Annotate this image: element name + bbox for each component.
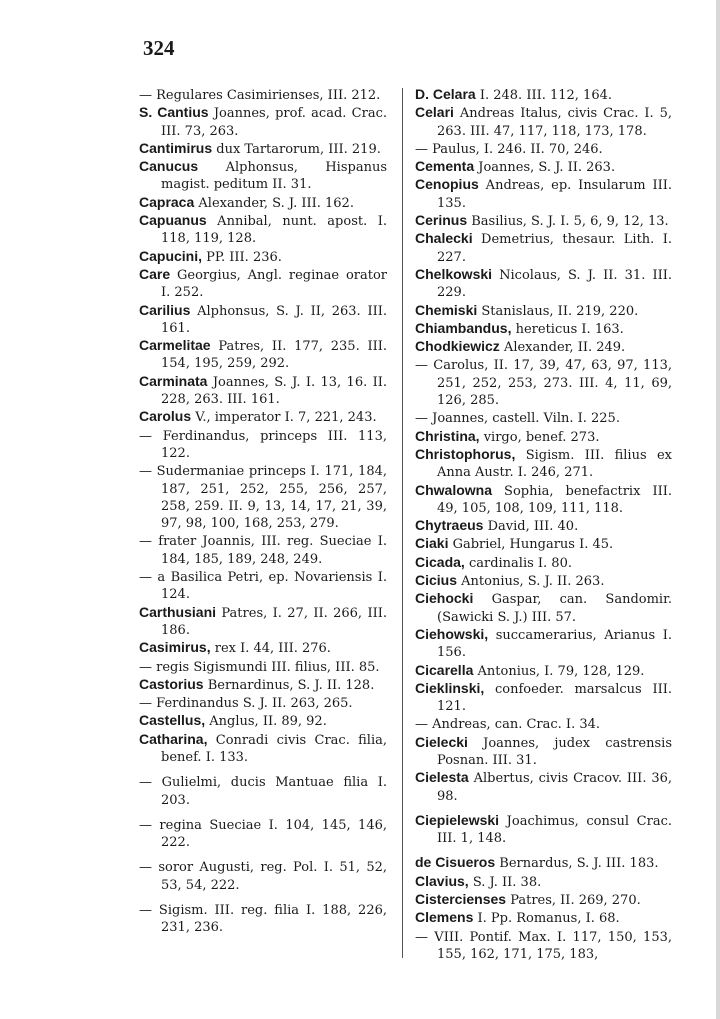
- entry-text: Joannes, S. J. I. 13, 16. II. 228, 263. III. 161.: [161, 374, 387, 408]
- index-entry: [139, 140, 387, 158]
- entry-headword: Chalecki: [415, 230, 473, 247]
- index-entry: [139, 694, 387, 712]
- entry-text: — Sudermaniae princeps I. 171, 184, 187, 251, 252, 255, 256, 257, 258, 259. II. 9, 13, 14, 17, 21, 39, 97, 98, 100, 168, 253, 279.: [139, 464, 387, 532]
- entry-text: Joannes, judex castrensis Posnan. III. 31.: [437, 735, 672, 768]
- index-entry: [415, 86, 672, 104]
- entry-headword: Cementa: [415, 158, 475, 175]
- entry-headword: Clavius,: [415, 872, 469, 889]
- entry-headword: Castorius: [139, 675, 204, 692]
- entry-headword: Chodkiewicz: [415, 338, 500, 355]
- entry-text: — Regulares Casimirienses, III. 212.: [139, 88, 381, 103]
- entry-headword: Cenopius: [415, 176, 479, 193]
- entry-headword: Carthusiani: [139, 603, 217, 620]
- entry-headword: D. Celara: [415, 86, 476, 102]
- index-entry: [415, 715, 672, 733]
- entry-text: Antonius, I. 79, 128, 129.: [473, 663, 645, 679]
- index-entry: [139, 604, 387, 640]
- entry-headword: Cielecki: [415, 733, 468, 750]
- entry-text: cardinalis I. 80.: [464, 555, 572, 571]
- index-entry: [415, 572, 672, 590]
- index-entry: [415, 680, 672, 716]
- entry-headword: Capuanus: [139, 212, 207, 229]
- index-entry: [415, 320, 672, 338]
- entry-headword: Casimirus,: [139, 639, 211, 656]
- index-entry: [139, 568, 387, 604]
- entry-text: Conradi civis Crac. filia, benef. I. 133.: [161, 732, 387, 765]
- entry-text: Sigism. III. filius ex Anna Austr. I. 246, 271.: [437, 447, 672, 481]
- entry-headword: Celari: [415, 104, 454, 121]
- index-entry: [415, 428, 672, 446]
- entry-text: Nicolaus, S. J. II. 31. III. 229.: [437, 267, 672, 301]
- index-entry: [415, 734, 672, 770]
- index-entry: [139, 158, 387, 194]
- index-entry: [139, 773, 387, 809]
- entry-text: Patres, II. 177, 235. III. 154, 195, 259, 292.: [161, 339, 387, 372]
- index-entry: [139, 639, 387, 657]
- index-entry: [415, 446, 672, 482]
- entry-headword: Clemens: [415, 909, 474, 926]
- entry-headword: Ciehowski,: [415, 625, 489, 642]
- entry-text: Patres, II. 269, 270.: [506, 893, 641, 909]
- index-entry: [139, 248, 387, 266]
- entry-text: — Paulus, I. 246. II. 70, 246.: [415, 141, 603, 157]
- entry-headword: Carolus: [139, 408, 192, 425]
- entry-text: hereticus I. 163.: [511, 321, 624, 337]
- entry-text: Gabriel, Hungarus I. 45.: [448, 537, 614, 553]
- index-entry: [139, 816, 387, 852]
- column-divider: [402, 88, 403, 958]
- index-column-left: [139, 86, 387, 937]
- index-entry: [415, 302, 672, 320]
- entry-headword: Chiambandus,: [415, 319, 512, 336]
- entry-text: Alphonsus, S. J. II, 263. III. 161.: [161, 303, 387, 336]
- index-entry: [415, 104, 672, 140]
- index-entry: [415, 769, 672, 805]
- entry-text: Albertus, civis Cracov. III. 36, 98.: [437, 771, 672, 804]
- index-entry: [139, 86, 387, 104]
- index-entry: [139, 427, 387, 463]
- index-entry: [415, 626, 672, 662]
- entry-text: S. J. II. 38.: [468, 874, 542, 890]
- entry-text: — Sigism. III. reg. filia I. 188, 226, 231, 236.: [139, 903, 387, 936]
- entry-text: Basilius, S. J. I. 5, 6, 9, 12, 13.: [467, 214, 669, 230]
- entry-headword: Canucus: [139, 158, 199, 175]
- index-entry: [139, 712, 387, 730]
- entry-text: Antonius, S. J. II. 263.: [457, 574, 605, 590]
- entry-text: Joannes, prof. acad. Crac. III. 73, 263.: [161, 106, 387, 139]
- entry-headword: Catharina,: [139, 730, 208, 747]
- index-entry: [415, 928, 672, 964]
- entry-headword: de Cisueros: [415, 854, 496, 871]
- entry-headword: Ciehocki: [415, 590, 474, 607]
- entry-text: — frater Joannis, III. reg. Sueciae I. 184, 185, 189, 248, 249.: [139, 534, 387, 567]
- entry-text: — Carolus, II. 17, 39, 47, 63, 97, 113, 251, 252, 253, 273. III. 4, 11, 69, 126, 285.: [415, 358, 672, 409]
- index-entry: [139, 373, 387, 409]
- entry-headword: S. Cantius: [139, 104, 209, 121]
- entry-text: Demetrius, thesaur. Lith. I. 227.: [437, 232, 672, 265]
- entry-text: Annibal, nunt. apost. I. 118, 119, 128.: [161, 214, 387, 247]
- entry-text: — regis Sigismundi III. filius, III. 85.: [139, 659, 380, 675]
- index-entry: [415, 590, 672, 626]
- index-entry: [415, 662, 672, 680]
- index-entry: [139, 104, 387, 140]
- entry-text: I. 248. III. 112, 164.: [475, 88, 613, 103]
- index-column-right: [415, 86, 672, 963]
- index-entry: [415, 212, 672, 230]
- entry-headword: Capucini,: [139, 247, 203, 264]
- entry-headword: Carminata: [139, 372, 208, 389]
- index-entry: [139, 731, 387, 767]
- entry-text: succamerarius, Arianus I. 156.: [437, 627, 672, 661]
- index-entry: [139, 858, 387, 894]
- entry-text: Patres, I. 27, II. 266, III. 186.: [161, 605, 387, 638]
- index-entry: [415, 812, 672, 848]
- entry-text: — Andreas, can. Crac. I. 34.: [415, 717, 601, 733]
- entry-text: confoeder. marsalcus III. 121.: [437, 681, 672, 715]
- entry-text: Alexander, II. 249.: [499, 340, 626, 356]
- index-entry: [415, 356, 672, 409]
- entry-text: Andreas, ep. Insularum III. 135.: [437, 178, 672, 211]
- entry-headword: Carmelitae: [139, 337, 211, 354]
- index-entry: [139, 212, 387, 248]
- index-entry: [139, 337, 387, 373]
- entry-headword: Christophorus,: [415, 445, 516, 462]
- entry-headword: Castellus,: [139, 712, 206, 729]
- entry-headword: Care: [139, 265, 171, 282]
- entry-headword: Chytraeus: [415, 517, 484, 534]
- entry-text: Anglus, II. 89, 92.: [205, 714, 327, 730]
- index-entry: [139, 676, 387, 694]
- entry-headword: Cantimirus: [139, 139, 213, 156]
- index-entry: [139, 266, 387, 302]
- entry-text: — Ferdinandus S. J. II. 263, 265.: [139, 696, 353, 712]
- index-entry: [415, 854, 672, 872]
- index-entry: [415, 873, 672, 891]
- index-entry: [415, 535, 672, 553]
- entry-headword: Ciepielewski: [415, 811, 500, 828]
- entry-headword: Cerinus: [415, 212, 468, 229]
- index-entry: [415, 554, 672, 572]
- entry-text: Andreas Italus, civis Crac. I. 5, 263. III. 47, 117, 118, 173, 178.: [437, 106, 672, 139]
- index-entry: [415, 158, 672, 176]
- entry-headword: Carilius: [139, 301, 191, 318]
- entry-text: Alphonsus, Hispanus magist. peditum II. 31.: [161, 160, 387, 193]
- entry-headword: Chemiski: [415, 301, 478, 318]
- entry-text: David, III. 40.: [483, 519, 579, 535]
- entry-headword: Christina,: [415, 427, 480, 444]
- entry-text: Joachimus, consul Crac. III. 1, 148.: [437, 813, 672, 847]
- entry-text: dux Tartarorum, III. 219.: [212, 141, 381, 157]
- index-entry: [415, 891, 672, 909]
- entry-text: — regina Sueciae I. 104, 145, 146, 222.: [139, 817, 387, 851]
- entry-text: virgo, benef. 273.: [479, 429, 600, 445]
- entry-text: I. Pp. Romanus, I. 68.: [473, 911, 620, 927]
- entry-text: — a Basilica Petri, ep. Novariensis I. 124.: [139, 570, 387, 603]
- page-number: 324: [143, 36, 175, 60]
- index-entry: [415, 338, 672, 356]
- index-entry: [415, 909, 672, 927]
- entry-text: V., imperator I. 7, 221, 243.: [191, 410, 377, 426]
- entry-text: rex I. 44, III. 276.: [210, 641, 331, 657]
- entry-headword: Capraca: [139, 193, 195, 210]
- index-entry: [139, 658, 387, 676]
- entry-text: Bernardus, S. J. III. 183.: [495, 856, 659, 872]
- entry-text: Gaspar, can. Sandomir. (Sawicki S. J.) III. 57.: [437, 592, 672, 625]
- entry-text: Joannes, S. J. II. 263.: [474, 160, 616, 176]
- entry-text: Stanislaus, II. 219, 220.: [477, 303, 639, 319]
- index-entry: [139, 194, 387, 212]
- entry-headword: Cieklinski,: [415, 679, 485, 696]
- index-entry: [415, 140, 672, 158]
- index-entry: [415, 409, 672, 427]
- index-entry: [139, 408, 387, 426]
- index-entry: [139, 532, 387, 568]
- entry-text: — Ferdinandus, princeps III. 113, 122.: [139, 428, 387, 461]
- entry-text: PP. III. 236.: [202, 249, 282, 265]
- entry-headword: Ciaki: [415, 535, 449, 552]
- index-entry: [139, 462, 387, 532]
- entry-text: — VIII. Pontif. Max. I. 117, 150, 153, 155, 162, 171, 175, 183,: [415, 929, 672, 962]
- entry-text: Alexander, S. J. III. 162.: [194, 195, 354, 211]
- entry-text: — Joannes, castell. Viln. I. 225.: [415, 411, 620, 427]
- entry-headword: Cistercienses: [415, 891, 507, 908]
- index-entry: [415, 230, 672, 266]
- entry-headword: Chelkowski: [415, 265, 493, 282]
- index-entry: [139, 901, 387, 937]
- entry-headword: Cicada,: [415, 553, 465, 570]
- index-entry: [415, 482, 672, 518]
- index-entry: [415, 517, 672, 535]
- index-entry: [415, 266, 672, 302]
- entry-text: Georgius, Angl. reginae orator I. 252.: [161, 267, 387, 301]
- entry-text: — Gulielmi, ducis Mantuae filia I. 203.: [139, 775, 387, 808]
- entry-headword: Cicius: [415, 572, 458, 589]
- index-entry: [139, 302, 387, 338]
- entry-headword: Chwalowna: [415, 481, 493, 498]
- entry-headword: Cicarella: [415, 661, 474, 678]
- entry-headword: Cielesta: [415, 769, 469, 786]
- entry-text: Sophia, benefactrix III. 49, 105, 108, 109, 111, 118.: [437, 483, 672, 516]
- entry-text: Bernardinus, S. J. II. 128.: [203, 677, 375, 693]
- index-entry: [415, 176, 672, 212]
- scan-edge: [716, 0, 720, 1019]
- entry-text: — soror Augusti, reg. Pol. I. 51, 52, 53, 54, 222.: [139, 860, 387, 893]
